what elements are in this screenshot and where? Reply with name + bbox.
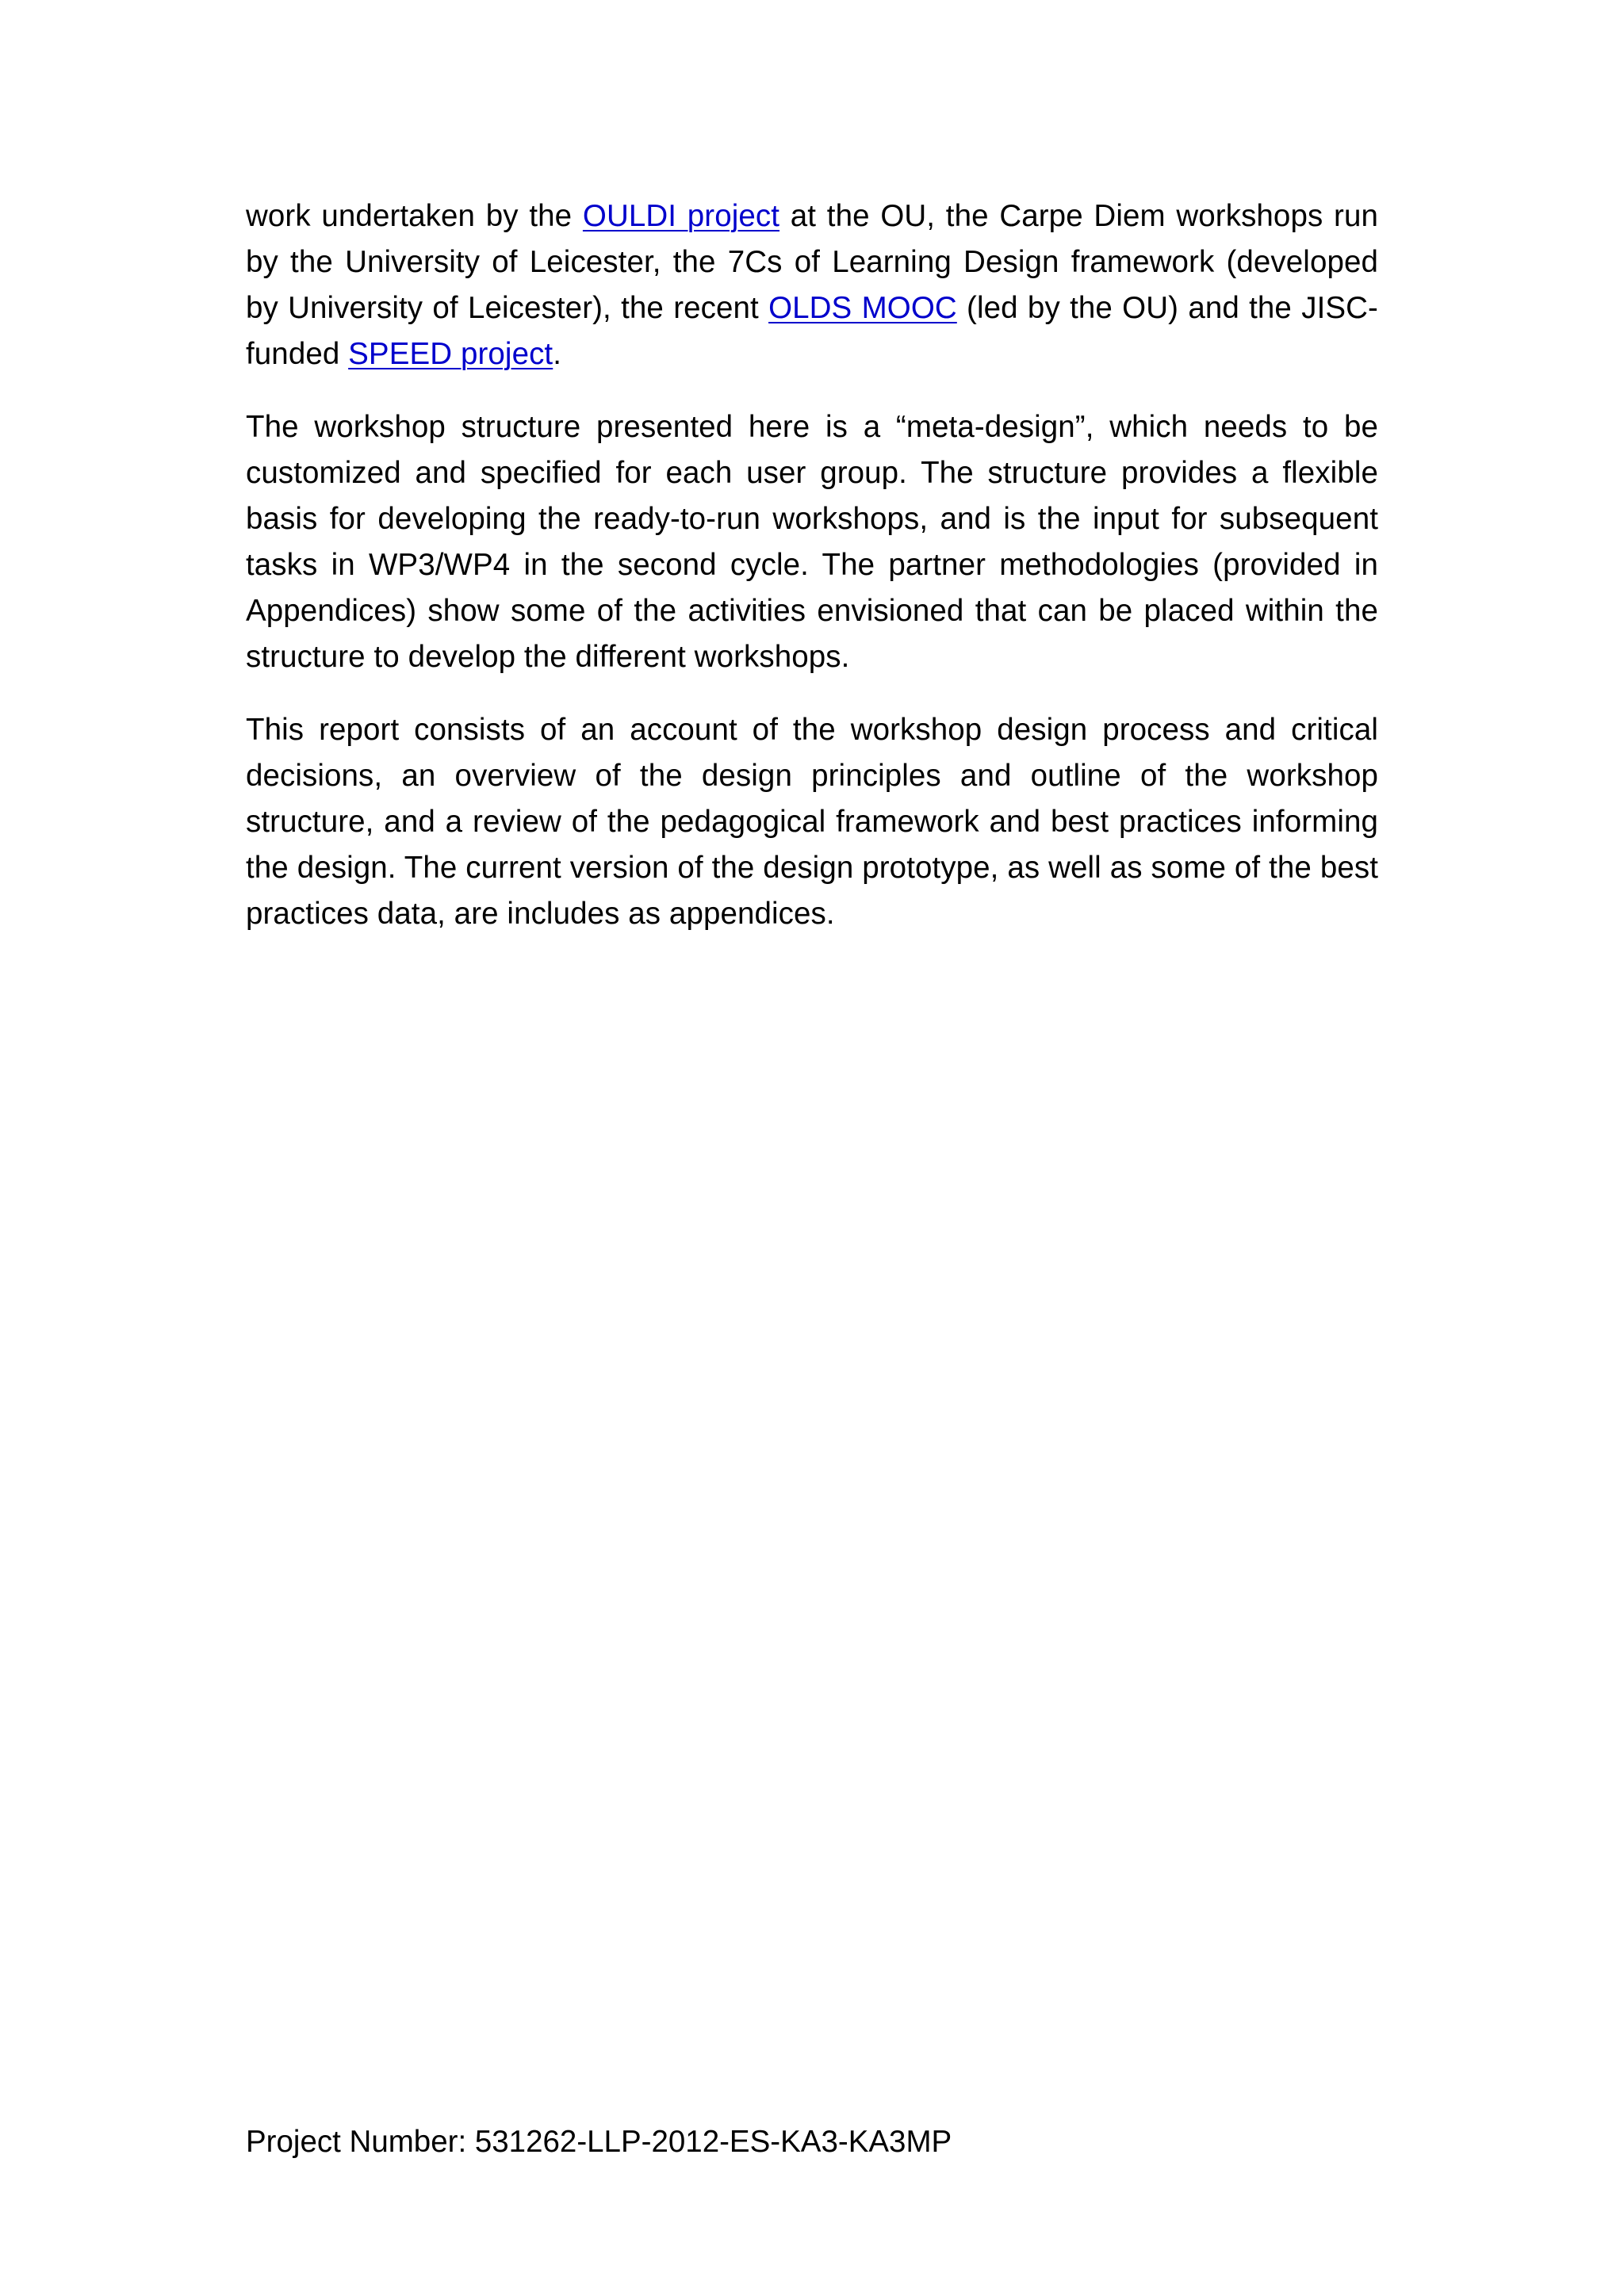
- paragraph-1-text-a: work undertaken by the: [246, 199, 583, 233]
- oouldi-project-link[interactable]: OULDI project: [582, 199, 780, 233]
- page-footer-project-number: Project Number: 531262-LLP-2012-ES-KA3-KA3MP: [246, 2125, 952, 2159]
- paragraph-1-text-c: (led by the OU) and the JISC-funded: [246, 291, 1378, 371]
- paragraph-3: This report consists of an account of the workshop design process and critical decisions, an overview of the design principles and outline of the workshop structure, and a review of the pedagogical framework and best practices informing the design. The current version of the design prototype, as well as some of the best practices data, are includes as appendices.: [246, 713, 1378, 931]
- paragraph-2: The workshop structure presented here is a “meta-design”, which needs to be customized and specified for each user group. The structure provides a flexible basis for developing the ready-to-run workshops, and is the input for subsequent tasks in WP3/WP4 in the second cycle. The partner methodologies (provided in Appendices) show some of the activities envisioned that can be placed within the structure to develop the different workshops.: [246, 410, 1378, 674]
- speed-project-link[interactable]: SPEED project: [348, 337, 553, 371]
- paragraph-1-text-d: .: [553, 337, 562, 371]
- olds-mooc-link[interactable]: OLDS MOOC: [768, 291, 957, 325]
- paragraph-1-text-b: at the OU, the Carpe Diem workshops run by the University of Leicester, the 7Cs of Learning Design framework (developed by University of Leicester), the recent: [246, 199, 1378, 325]
- paragraph-1: [246, 193, 1378, 377]
- document-body: [246, 193, 1378, 964]
